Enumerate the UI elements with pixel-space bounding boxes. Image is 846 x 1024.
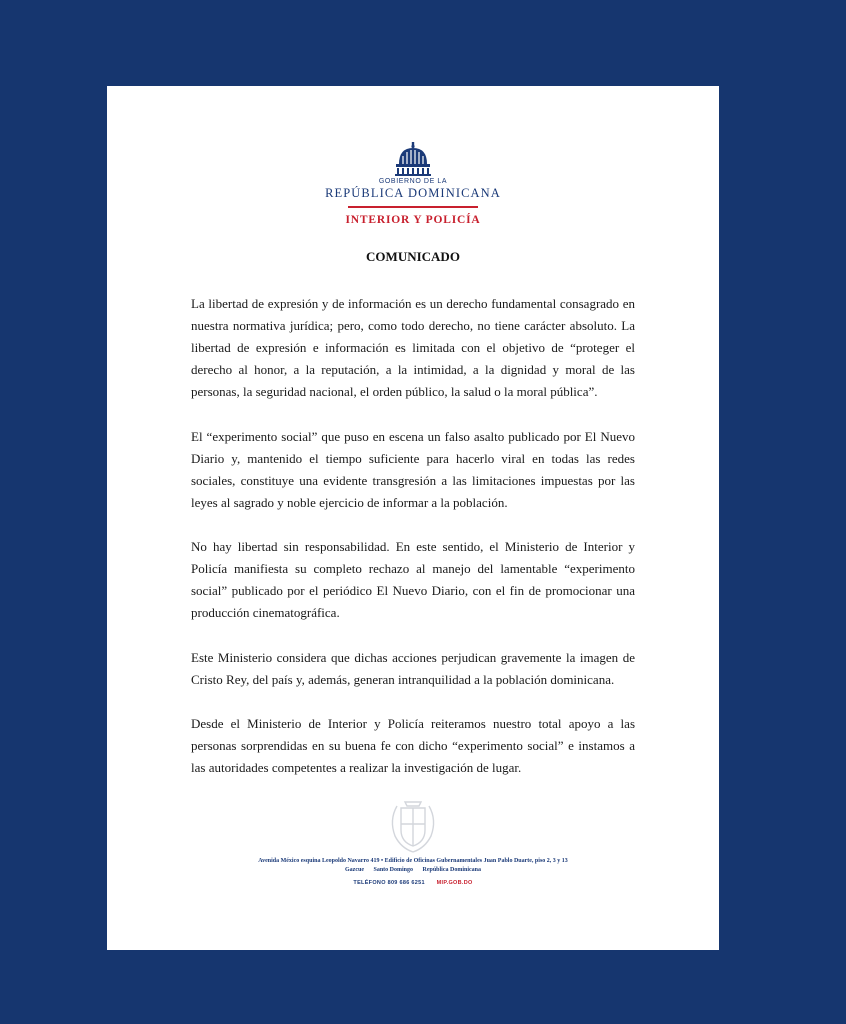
footer-address: Avenida México esquina Leopoldo Navarro 419 • Edificio de Oficinas Gubernamentales Juan Pablo Duarte, piso 2, 3 y 13 bbox=[258, 858, 568, 864]
ministry-logo bbox=[107, 142, 719, 227]
logo-ministry-name: INTERIOR Y POLICÍA bbox=[345, 213, 481, 226]
paragraph: Desde el Ministerio de Interior y Policía reiteramos nuestro total apoyo a las personas sorprendidas en su buena fe con dicho “experimento social” e instamos a las autoridades competentes a realizar la investigación de lugar. bbox=[191, 716, 635, 775]
paragraph: Este Ministerio considera que dichas acciones perjudican gravemente la imagen de Cristo Rey, del país y, además, generan intranquilidad a la población dominicana. bbox=[191, 649, 635, 687]
capitol-dome-icon bbox=[393, 142, 433, 176]
letter-page bbox=[107, 86, 719, 950]
logo-divider bbox=[348, 206, 478, 208]
paragraph: El “experimento social” que puso en escena un falso asalto publicado por El Nuevo Diario y, mantenido el tiempo suficiente para hacerlo viral en todas las redes sociales, constituye una evidente transgresión a las limitaciones impuestas por las leyes al sagrado y noble ejercicio de informar a la población. bbox=[191, 428, 635, 510]
document-body bbox=[191, 293, 635, 802]
footer-locality-sector: Gazcue bbox=[344, 867, 364, 873]
letterhead-footer bbox=[107, 857, 719, 888]
paragraph: No hay libertad sin responsabilidad. En este sentido, el Ministerio de Interior y Policía manifiesta su completo rechazo al manejo del lamentable “experimento social” publicado por el periódico El Nuevo Diario, con el fin de promocionar una producción cinematográfica. bbox=[191, 539, 635, 620]
footer-locality bbox=[107, 866, 719, 875]
logo-line-gobierno: GOBIERNO DE LA bbox=[378, 178, 448, 185]
footer-website-link[interactable]: MIP.GOB.DO bbox=[436, 880, 473, 886]
coat-of-arms-watermark-icon bbox=[387, 800, 439, 854]
paragraph: La libertad de expresión y de información es un derecho fundamental consagrado en nuestra normativa jurídica; pero, como todo derecho, no tiene carácter absoluto. La libertad de expresión e información es limitada con el objetivo de “proteger el derecho al honor, a la reputación, a la intimidad, a la dignidad y moral de las personas, la seguridad nacional, el orden público, la salud o la moral pública”. bbox=[191, 296, 635, 399]
document-heading: COMUNICADO bbox=[366, 249, 460, 264]
footer-contact bbox=[107, 879, 719, 888]
footer-locality-country: República Dominicana bbox=[422, 867, 482, 873]
logo-line-republica: REPÚBLICA DOMINICANA bbox=[325, 186, 501, 200]
footer-locality-city: Santo Domingo bbox=[373, 867, 413, 873]
footer-phone: TELÉFONO 809 686 6251 bbox=[353, 880, 425, 886]
